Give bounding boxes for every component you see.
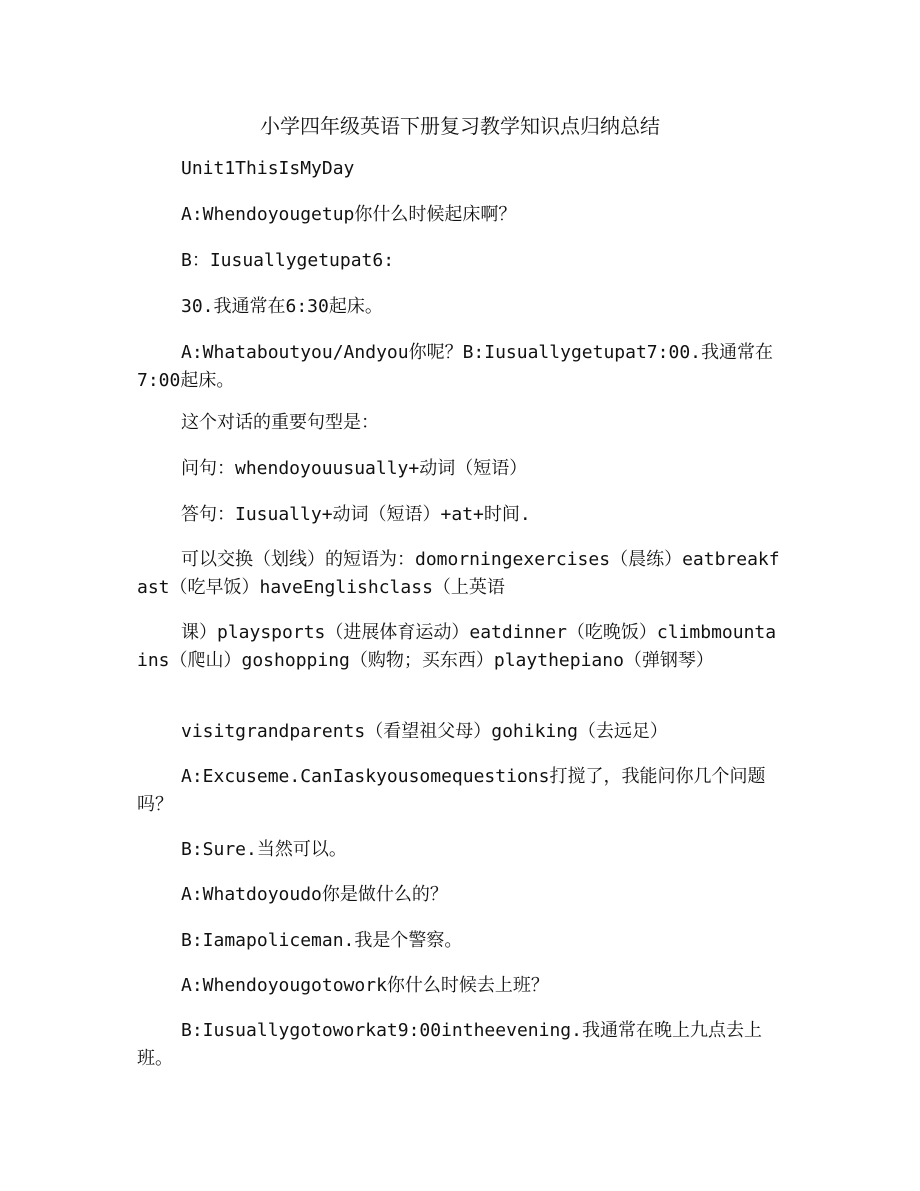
paragraph: A:Whendoyougotowork你什么时候去上班？	[181, 975, 549, 996]
paragraph: 30.我通常在6:30起床。	[181, 296, 383, 317]
paragraph: B:Iamapoliceman.我是个警察。	[181, 930, 463, 951]
paragraph: 课）playsports（进展体育运动）eatdinner（吃晚饭）climbmountains（爬山）goshopping（购物；买东西）playthepiano（弹钢琴）	[137, 622, 777, 671]
paragraph: 问句：whendoyouusually+动词（短语）	[181, 458, 528, 479]
paragraph: B：Iusuallygetupat6:	[181, 250, 395, 271]
paragraph: 可以交换（划线）的短语为：domorningexercises（晨练）eatbreakfast（吃早饭）haveEnglishclass（上英语	[137, 549, 780, 598]
paragraph: B:Sure.当然可以。	[181, 839, 347, 860]
paragraph: A:Whendoyougetup你什么时候起床啊？	[181, 204, 517, 225]
paragraph: A:Whatdoyoudo你是做什么的？	[181, 884, 448, 905]
paragraph: 这个对话的重要句型是：	[181, 412, 379, 433]
paragraph: visitgrandparents（看望祖父母）gohiking（去远足）	[181, 721, 668, 742]
paragraph: B:Iusuallygotoworkat9:00intheevening.我通常在晚上九点去上班。	[137, 1020, 762, 1069]
paragraph-unit-heading: Unit1ThisIsMyDay	[181, 158, 355, 179]
paragraph: A:Excuseme.CanIaskyousomequestions打搅了，我能问你几个问题吗？	[137, 766, 766, 815]
paragraph: 答句：Iusually+动词（短语）+at+时间.	[181, 504, 531, 525]
paragraph: A:Whataboutyou/Andyou你呢？B:Iusuallygetupat7:00.我通常在7:00起床。	[137, 342, 773, 391]
document-title: 小学四年级英语下册复习教学知识点归纳总结	[260, 114, 660, 138]
